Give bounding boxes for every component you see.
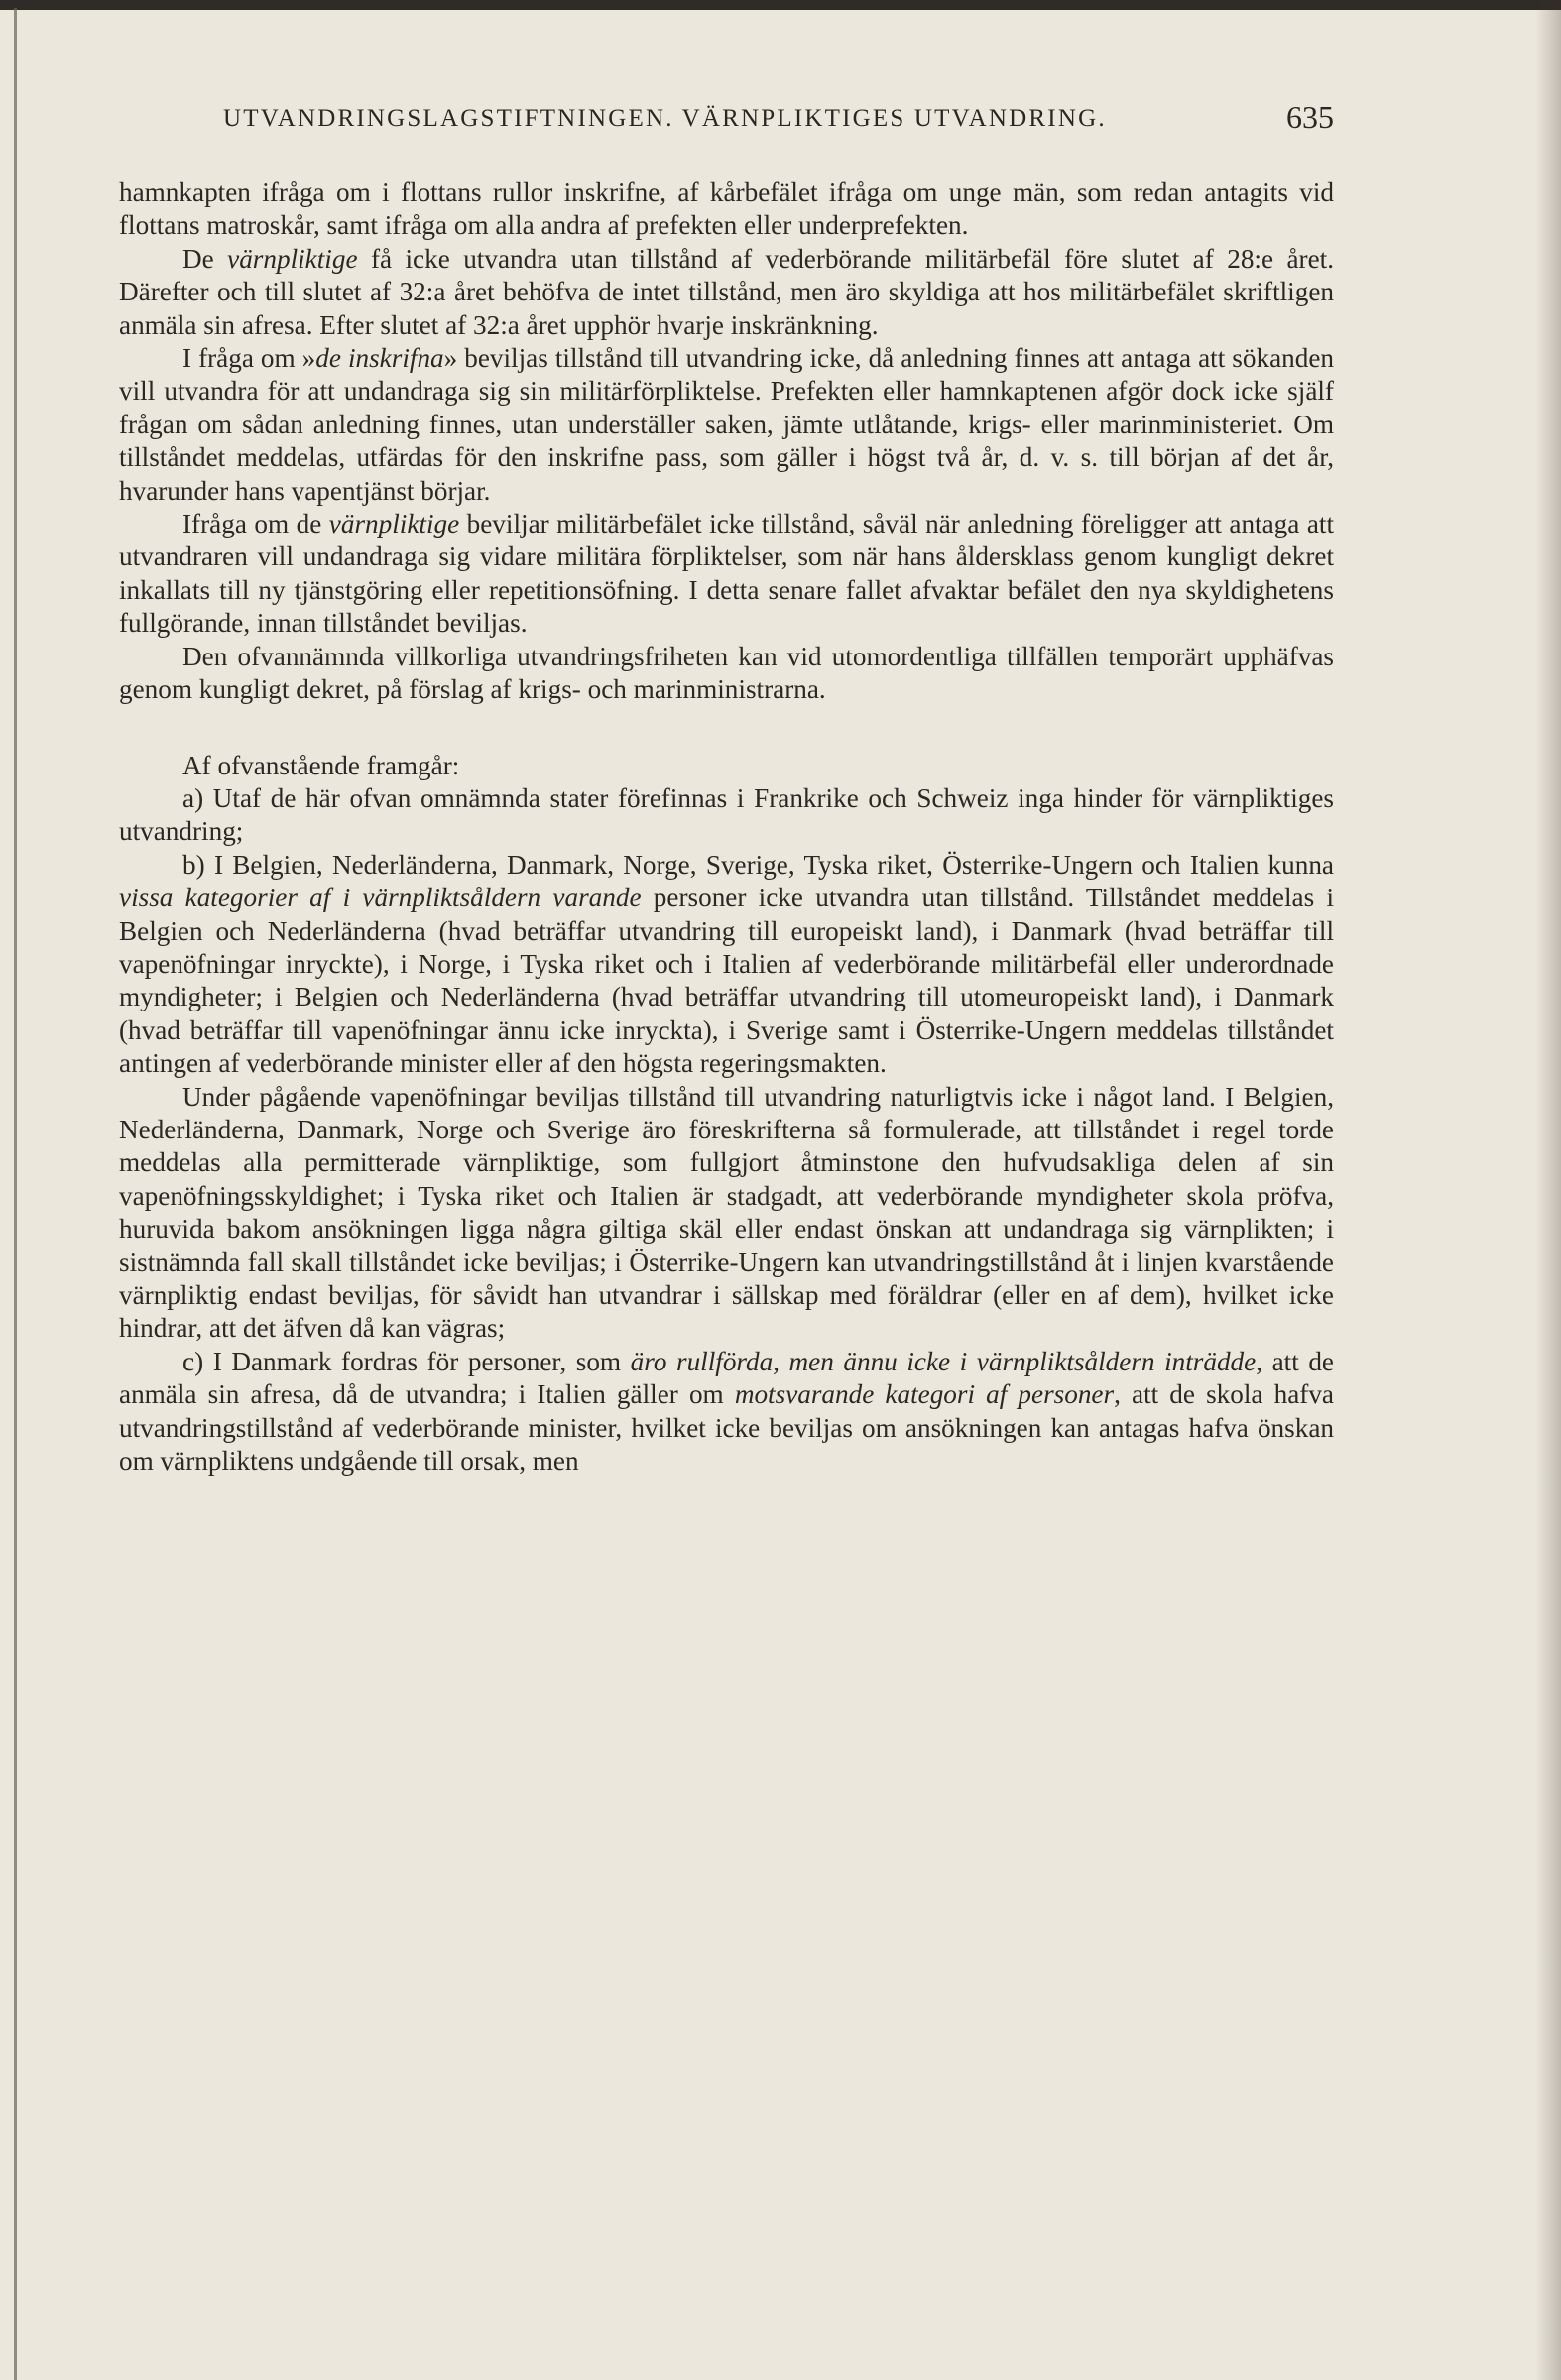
text-run: Af ofvanstående framgår:	[182, 750, 460, 780]
left-binding-edge	[14, 8, 17, 2380]
paragraph	[119, 1346, 1334, 1479]
text-run: b) I Belgien, Nederländerna, Danmark, Norge, Sverige, Tyska riket, Österrike-Ungern och Italien kunna	[182, 849, 1334, 880]
paragraph	[119, 641, 1334, 707]
italic-text: värnpliktige	[328, 509, 460, 539]
italic-text: de inskrifna	[315, 343, 444, 374]
paragraph	[119, 342, 1334, 508]
text-run: personer icke utvandra utan tillstånd. Tillståndet meddelas i Belgien och Nederländerna (hvad beträffar utvandring till europeiskt land), i Danmark (hvad beträffar till vapenöfningar inryckte), i Norge, i Tyska riket och i Italien af vederbörande militärbefäl eller underordnade myndigheter; i Belgien och Nederländerna (hvad beträffar utvandring till utomeuropeiskt land), i Danmark (hvad beträffar till vapenöfningar ännu icke inryckta), i Sverige samt i Österrike-Ungern meddelas tillståndet antingen af vederbörande minister eller af den högsta regeringsmakten.	[119, 883, 1335, 1079]
right-page-shadow	[1535, 0, 1561, 2380]
running-title: UTVANDRINGSLAGSTIFTNINGEN. VÄRNPLIKTIGES UTVANDRING.	[223, 105, 1107, 132]
text-run: få icke utvandra utan tillstånd af vederbörande militärbefäl före slutet af 28:e året. Därefter och till slutet af 32:a året behöfva de intet tillstånd, men äro skyldiga att hos militärbefälet skriftligen anmäla sin afresa. Efter slutet af 32:a året upphör hvarje inskränkning.	[119, 243, 1335, 340]
text-run: c) I Danmark fordras för personer, som	[182, 1346, 631, 1376]
body-text	[119, 177, 1334, 1478]
text-run: Ifråga om de	[182, 509, 329, 539]
text-run: , att de skola hafva utvandringstillstånd af vederbörande minister, hvilket icke beviljas om ansökningen kan antagas hafva önskan om värnpliktens undgående till orsak, men	[119, 1379, 1334, 1477]
text-run: Under pågående vapenöfningar beviljas tillstånd till utvandring naturligtvis icke i något land. I Belgien, Nederländerna, Danmark, Norge och Sverige äro föreskrifterna så formulerade, att tillståndet i regel torde meddelas alla permitterade värnpliktige, som fullgjort åtminstone den hufvudsakliga delen af sin vapenöfningsskyldighet; i Tyska riket och Italien är stadgadt, att vederbörande myndigheter skola pröfva, huruvida bakom ansökningen ligga några giltiga skäl eller endast önskan att undandraga sig värnplikten; i sistnämnda fall skall tillståndet icke beviljas; i Österrike-Ungern kan utvandringstillstånd åt i linjen kvarstående värnpliktig endast beviljas, för såvidt han utvandrar i sällskap med föräldrar (eller en af dem), hvilket icke hindrar, att det äfven då kan vägras;	[119, 1081, 1334, 1344]
italic-text: värnpliktige	[227, 243, 358, 274]
text-run: a) Utaf de här ofvan omnämnda stater förefinnas i Frankrike och Schweiz inga hinder för värnpliktiges utvandring;	[119, 782, 1334, 847]
paragraph	[119, 177, 1334, 243]
paragraph	[119, 849, 1334, 1081]
text-run: I fråga om »	[182, 343, 316, 374]
text-run: hamnkapten ifråga om i flottans rullor inskrifne, af kårbefälet ifråga om unge män, som redan antagits vid flottans matroskår, samt ifråga om alla andra af prefekten eller underprefekten.	[119, 178, 1334, 241]
text-run: Den ofvannämnda villkorliga utvandringsfriheten kan vid utomordentliga tillfällen temporärt upphäfvas genom kungligt dekret, på förslag af krigs- och marinministrarna.	[119, 641, 1334, 705]
paragraph	[119, 1081, 1334, 1346]
running-header	[223, 99, 1334, 149]
text-run: De	[182, 243, 228, 274]
paragraph	[119, 508, 1334, 641]
paragraph	[119, 750, 1334, 782]
paragraph	[119, 782, 1334, 849]
text-run: , att de anmäla sin afresa, då de utvandra; i Italien gäller om	[119, 1346, 1334, 1410]
paragraph	[119, 243, 1334, 342]
text-run: » beviljas tillstånd till utvandring icke, då anledning finnes att antaga att sökanden vill utvandra för att undandraga sig sin militärförpliktelse. Prefekten eller hamnkaptenen afgör dock icke själf frågan om sådan anledning finnes, utan underställer saken, jämte utlåtande, krigs- eller marinministeriet. Om tillståndet meddelas, utfärdas för den inskrifne pass, som gäller i högst två år, d. v. s. till början af det år, hvarunder hans vapentjänst börjar.	[119, 343, 1334, 506]
italic-text: äro rullförda, men ännu icke i värnpliktsåldern inträdde	[630, 1346, 1257, 1376]
page-number: 635	[1286, 99, 1334, 135]
italic-text: vissa kategorier af i värnpliktsåldern varande	[119, 883, 642, 913]
text-run: beviljar militärbefälet icke tillstånd, såväl när anledning föreligger att antaga att utvandraren vill undandraga sig vidare militära förpliktelser, som när hans åldersklass genom kungligt dekret inkallats till ny tjänstgöring eller repetitionsöfning. I detta senare fallet afvaktar befälet den nya skyldighetens fullgörande, innan tillståndet beviljas.	[119, 509, 1334, 639]
top-border	[0, 0, 1561, 10]
italic-text: motsvarande kategori af personer	[734, 1379, 1115, 1410]
